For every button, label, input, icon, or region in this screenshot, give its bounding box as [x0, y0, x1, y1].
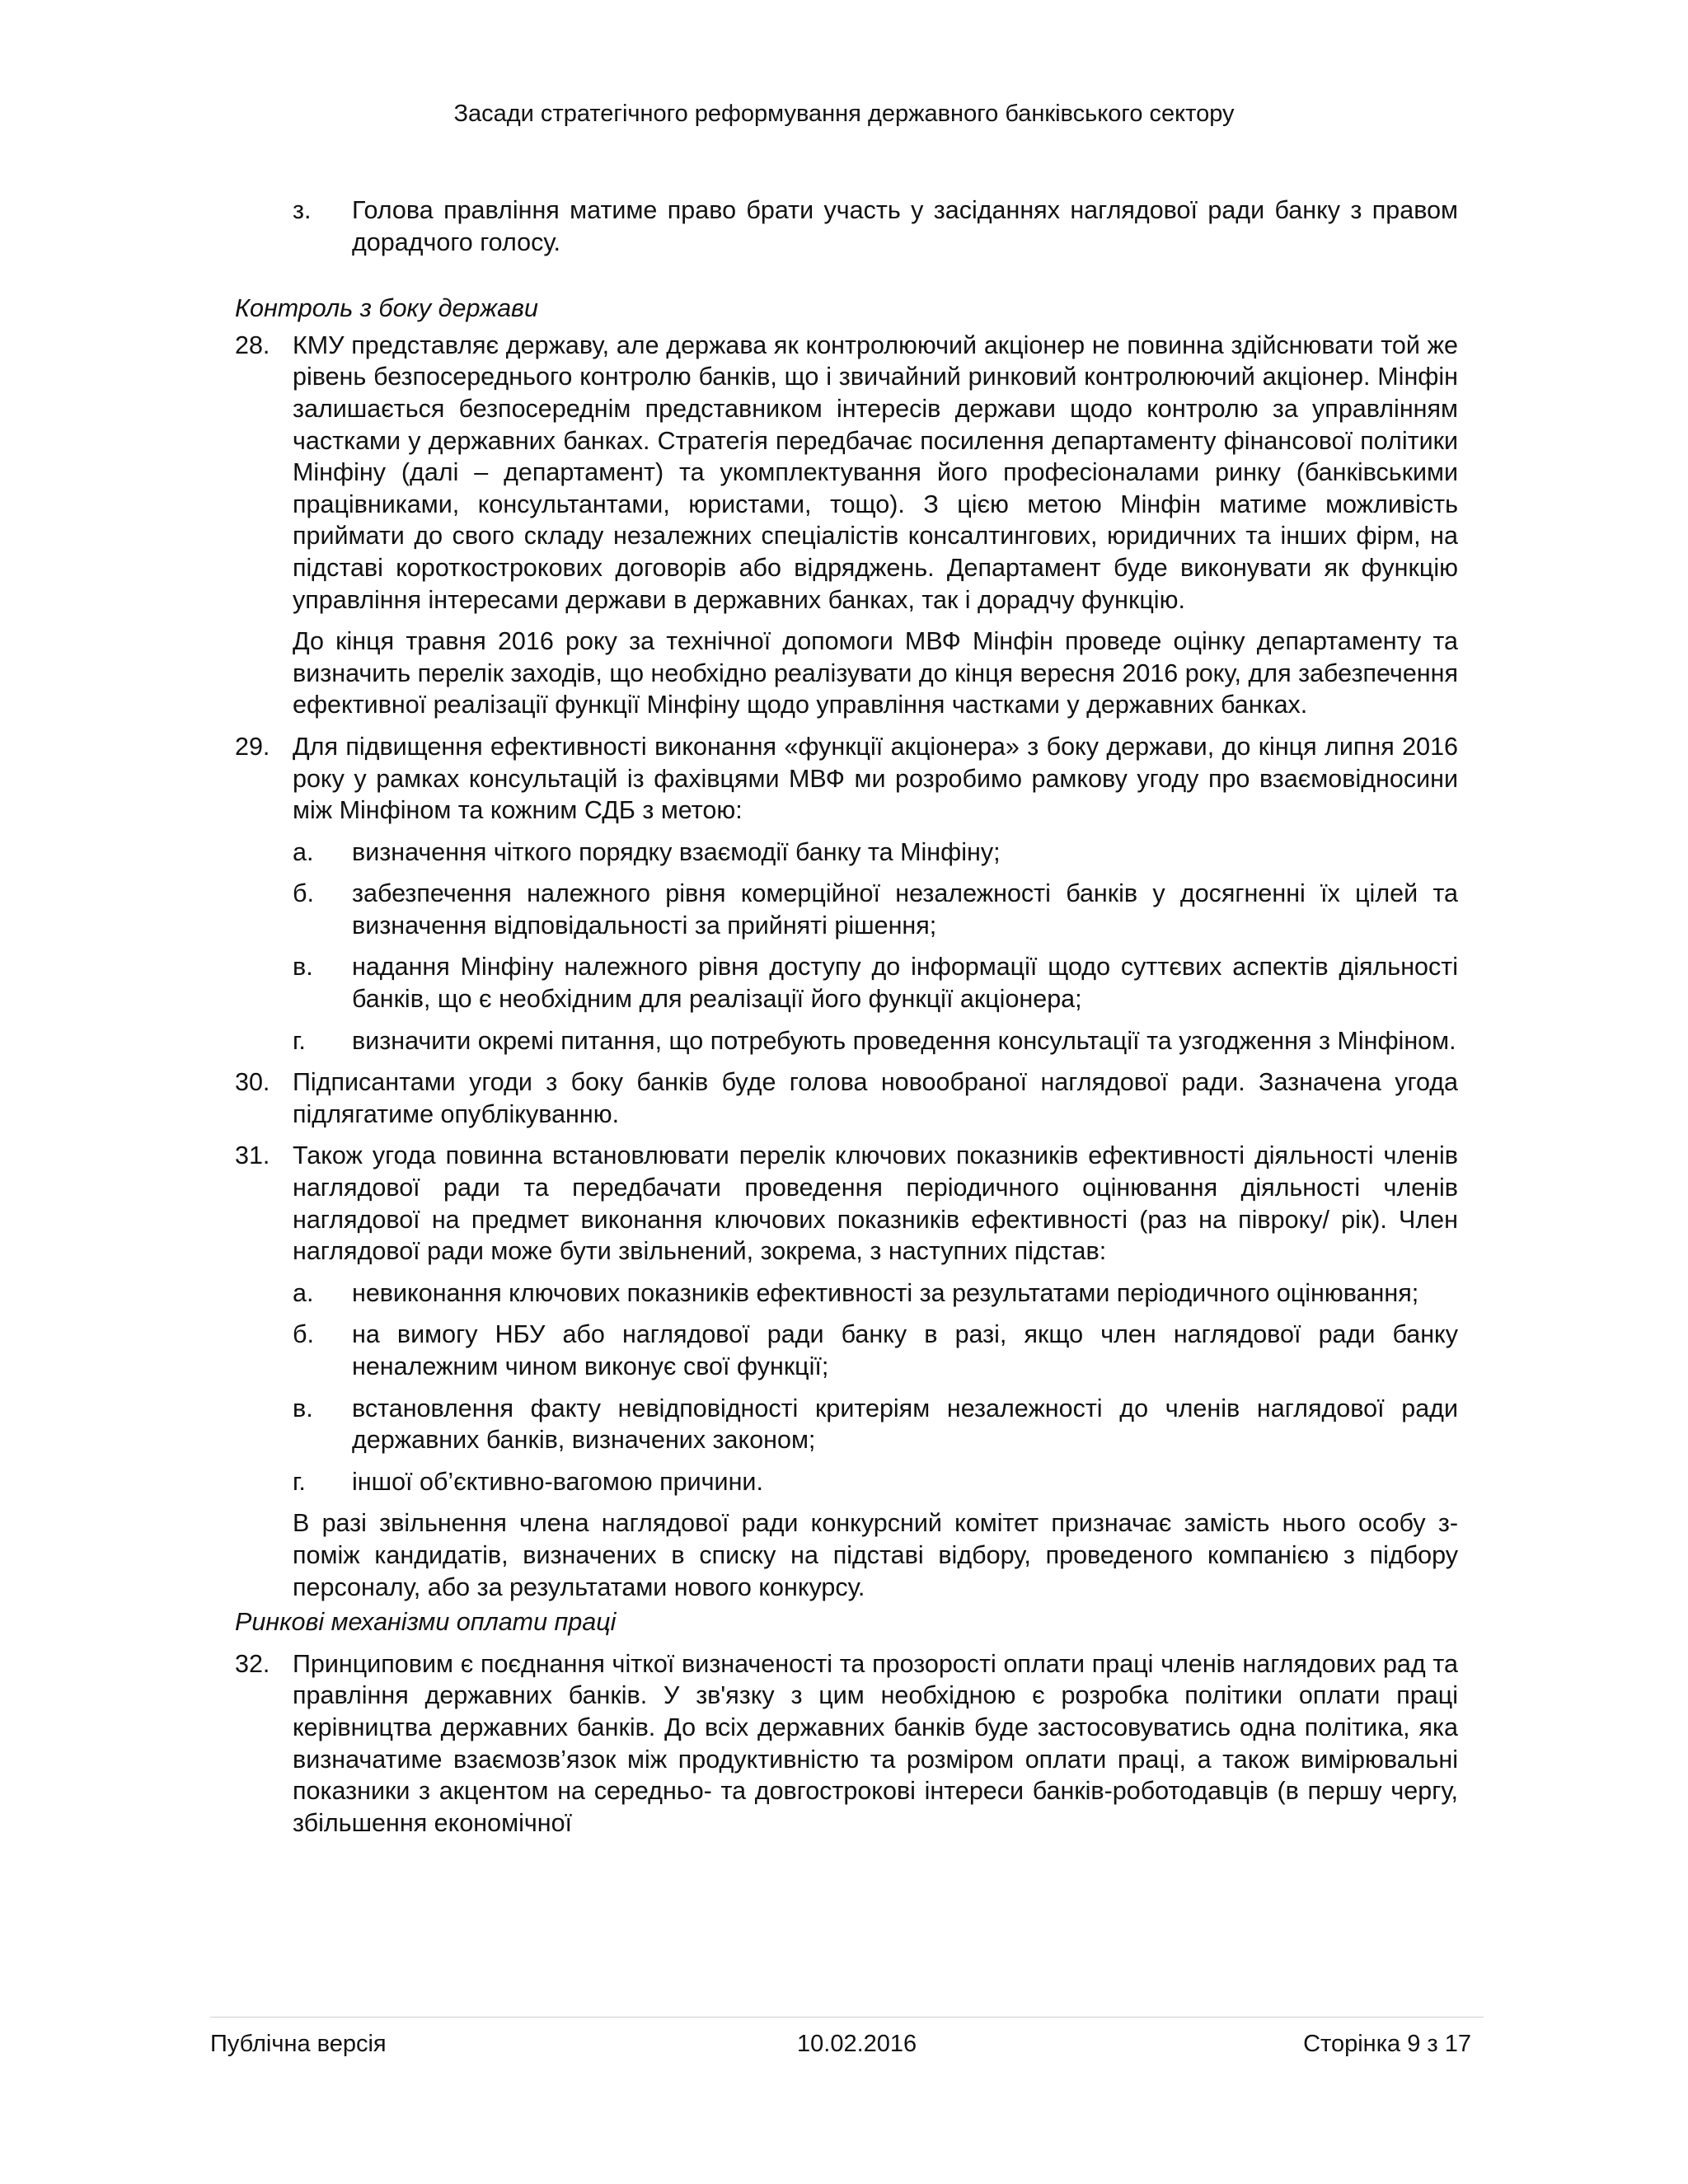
list-item — [293, 1393, 1458, 1456]
list-item-text: іншої об’єктивно-вагомою причини. — [352, 1467, 763, 1496]
list-item-marker: а. — [293, 837, 314, 866]
paragraph-31-continuation: В разі звільнення члена наглядової ради конкурсний комітет призначає замість нього особу з-поміж кандидатів, визначених в списку на підставі відбору, проведеного компанією з підбору персоналу, або за результатами нового конкурсу. — [293, 1509, 1458, 1601]
paragraph-text: Для підвищення ефективності виконання «функції акціонера» з боку держави, до кінця липня 2016 року у рамках консультацій із фахівцями МВФ ми розробимо рамкову угоду про взаємовідносини між Мінфіном та кожним СДБ з метою: — [293, 732, 1458, 825]
paragraph-30 — [235, 1066, 1458, 1130]
list-item-text: надання Мінфіну належного рівня доступу до інформації щодо суттєвих аспектів діяльності банків, що є необхідним для реалізації його функції акціонера; — [352, 953, 1458, 1014]
list-item — [293, 837, 1458, 869]
list-item — [293, 1025, 1458, 1057]
paragraph-text: Також угода повинна встановлювати перелік ключових показників ефективності діяльності членів наглядової ради та передбачати проведення періодичного оцінювання діяльності членів наглядової на предмет виконання ключових показників ефективності (раз на півроку/ рік). Член наглядової ради може бути звільнений, зокрема, з наступних підстав: — [293, 1141, 1458, 1266]
footer-version: Публічна версія — [210, 2031, 387, 2057]
list-item — [293, 1466, 1458, 1498]
list-item-text: Голова правління матиме право брати участь у засіданнях наглядової ради банку з правом дорадчого голосу. — [352, 196, 1458, 256]
footer-page-number: Сторінка 9 з 17 — [1303, 2031, 1471, 2057]
paragraph-29 — [235, 731, 1458, 827]
paragraph-31 — [235, 1140, 1458, 1267]
paragraph-text: КМУ представляє державу, але держава як контролюючий акціонер не повинна здійснювати той же рівень безпосереднього контролю банків, що і звичайний ринковий контролюючий акціонер. Мінфін залишається безпосереднім представником інтересів держави щодо контролю за управлінням частками у державних банках. Стратегія передбачає посилення департаменту фінансової політики Мінфіну (далі – департамент) та укомплектування його професіоналами ринку (банківськими працівниками, консультантами, юристами, тощо). З цією метою Мінфін матиме можливість приймати до свого складу незалежних спеціалістів консалтингових, юридичних та інших фірм, на підставі короткострокових договорів або відряджень. Департамент буде виконувати як функцію управління інтересами держави в державних банках, так і дорадчу функцію. — [293, 330, 1458, 614]
page-header: Засади стратегічного реформування державного банківського сектору — [453, 101, 1235, 127]
list-item — [293, 951, 1458, 1015]
paragraph-28 — [235, 330, 1458, 616]
list-item-marker: з. — [293, 196, 312, 224]
document-body — [235, 194, 1458, 1849]
list-item-marker: а. — [293, 1278, 314, 1307]
paragraph-text: Підписантами угоди з боку банків буде голова новообраної наглядової ради. Зазначена угода підлягатиме опублікуванню. — [293, 1068, 1458, 1128]
section-heading-market-pay: Ринкові механізми оплати праці — [235, 1608, 617, 1637]
list-item-marker: б. — [293, 1320, 314, 1349]
list-item-z — [293, 194, 1458, 258]
paragraph-number: 31. — [235, 1141, 270, 1170]
list-item-marker: в. — [293, 1394, 313, 1422]
list-item — [293, 878, 1458, 941]
paragraph-32 — [235, 1648, 1458, 1840]
paragraph-number: 32. — [235, 1649, 270, 1678]
section-heading-state-control: Контроль з боку держави — [235, 294, 538, 323]
paragraph-text: Принциповим є поєднання чіткої визначеності та прозорості оплати праці членів наглядових рад та правління державних банків. У зв'язку з цим необхідною є розробка політики оплати праці керівництва державних банків. До всіх державних банків буде застосовуватись одна політика, яка визначатиме взаємозв’язок між продуктивністю та розміром оплати праці, а також вимірювальні показники з акцентом на середньо- та довгострокові інтереси банків-роботодавців (в першу чергу, збільшення економічної — [293, 1649, 1458, 1837]
list-item — [293, 1277, 1458, 1310]
list-item-marker: б. — [293, 879, 314, 908]
list-item-marker: г. — [293, 1026, 306, 1055]
footer-date: 10.02.2016 — [797, 2031, 917, 2057]
list-item-marker: в. — [293, 953, 313, 982]
list-item-marker: г. — [293, 1467, 306, 1496]
list-item-text: невиконання ключових показників ефективності за результатами періодичного оцінювання; — [352, 1278, 1419, 1307]
paragraph-number: 29. — [235, 732, 270, 761]
list-item-text: на вимогу НБУ або наглядової ради банку в разі, якщо член наглядової ради банку неналежним чином виконує свої функції; — [352, 1320, 1458, 1380]
list-item-text: визначити окремі питання, що потребують проведення консультації та узгодження з Мінфіном. — [352, 1026, 1456, 1055]
paragraph-number: 30. — [235, 1068, 270, 1097]
footer-divider — [210, 2017, 1484, 2018]
list-item-text: забезпечення належного рівня комерційної незалежності банків у досягненні їх цілей та визначення відповідальності за прийняті рішення; — [352, 879, 1458, 940]
paragraph-number: 28. — [235, 330, 270, 359]
list-item — [293, 1319, 1458, 1382]
paragraph-28-continuation: До кінця травня 2016 року за технічної допомоги МВФ Мінфін проведе оцінку департаменту та визначить перелік заходів, що необхідно реалізувати до кінця вересня 2016 року, для забезпечення ефективної реалізації функції Мінфіну щодо управління частками у державних банках. — [293, 627, 1458, 719]
list-item-text: визначення чіткого порядку взаємодії банку та Мінфіну; — [352, 837, 1001, 866]
list-item-text: встановлення факту невідповідності критеріям незалежності до членів наглядової ради державних банків, визначених законом; — [352, 1394, 1458, 1455]
